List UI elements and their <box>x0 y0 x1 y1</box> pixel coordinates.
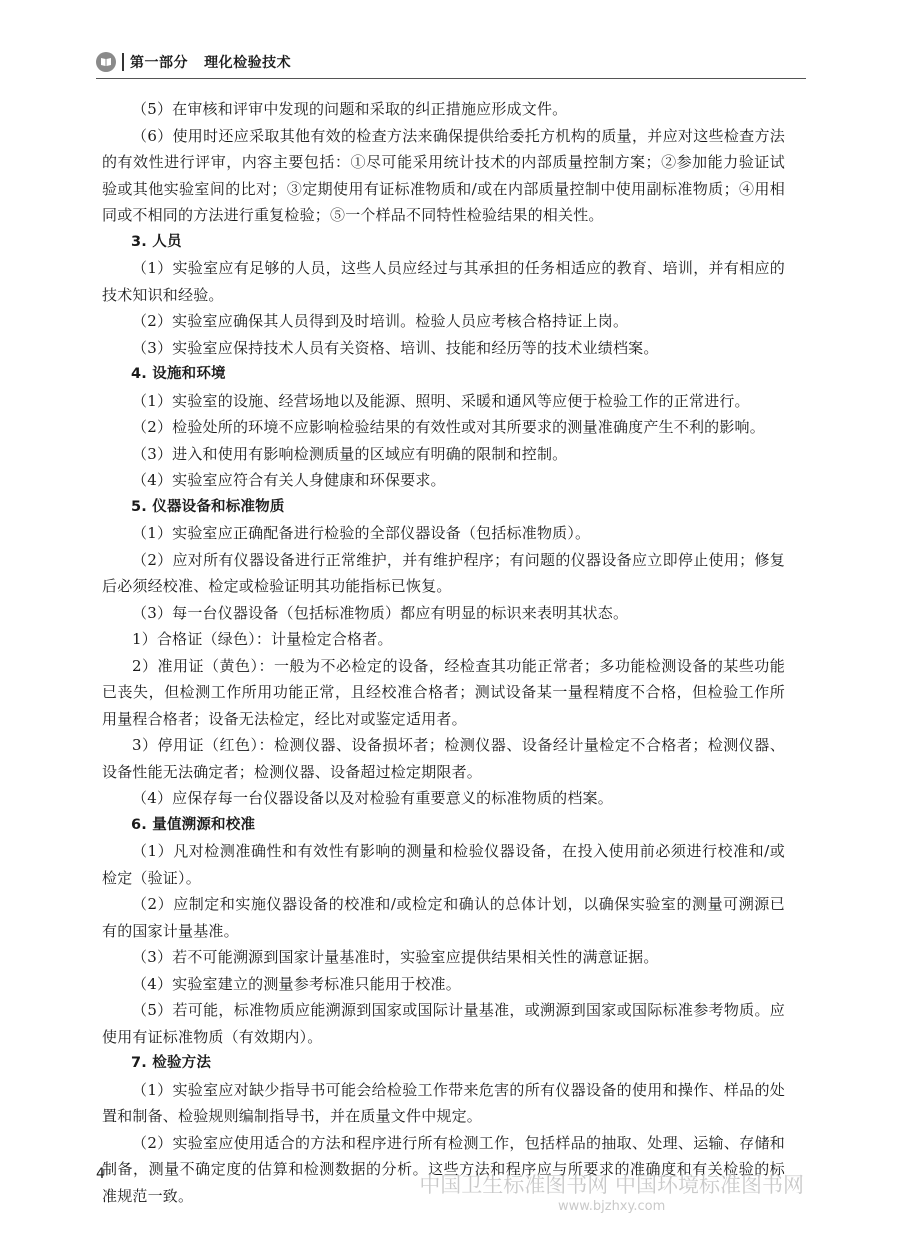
body-paragraph: （4）实验室建立的测量参考标准只能用于校准。 <box>132 974 461 993</box>
book-icon <box>96 52 116 72</box>
section-heading: 3. 人员 <box>131 233 182 250</box>
body-paragraph: （2）实验室应使用适合的方法和程序进行所有检测工作，包括样品的抽取、处理、运输、存储和制备，测量不确定度的估算和检测数据的分析。这些方法和程序应与所要求的准确度和有关检验的标准规范一致。 <box>102 1133 785 1205</box>
page-number: 4 <box>96 1166 105 1182</box>
body-paragraph: （2）实验室应确保其人员得到及时培训。检验人员应考核合格持证上岗。 <box>132 312 629 330</box>
body-paragraph: 1）合格证（绿色）：计量检定合格者。 <box>132 630 393 648</box>
body-paragraph: （2）应对所有仪器设备进行正常维护，并有维护程序；有问题的仪器设备应立即停止使用；修复后必须经校准、检定或检验证明其功能指标已恢复。 <box>102 550 785 595</box>
running-header <box>96 50 816 74</box>
body-paragraph: （1）凡对检测准确性和有效性有影响的测量和检验仪器设备，在投入使用前必须进行校准和/或检定（验证）。 <box>102 842 785 887</box>
header-separator <box>122 53 124 71</box>
header-rule <box>96 78 806 79</box>
watermark-main-text: 中国卫生标准图书网 中国环境标准图书网 <box>419 1173 804 1197</box>
header-title: 第一部分 理化检验技术 <box>130 55 292 71</box>
body-paragraph: （3）若不可能溯源到国家计量基准时，实验室应提供结果相关性的满意证据。 <box>132 948 659 966</box>
body-paragraph: （1）实验室应正确配备进行检验的全部仪器设备（包括标准物质）。 <box>132 524 591 542</box>
watermark <box>419 1172 804 1216</box>
body-paragraph: （3）每一台仪器设备（包括标准物质）都应有明显的标识来表明其状态。 <box>132 603 629 622</box>
body-paragraph: 2）准用证（黄色）：一般为不必检定的设备，经检查其功能正常者；多功能检测设备的某些功能已丧失，但检测工作所用功能正常，且经校准合格者；测试设备某一量程精度不合格，但检验工作所用量程合格者；设备无法检定，经比对或鉴定适用者。 <box>102 656 785 728</box>
section-heading: 4. 设施和环境 <box>131 366 226 382</box>
body-paragraph: （5）若可能，标准物质应能溯源到国家或国际计量基准，或溯源到国家或国际标准参考物质。应使用有证标准物质（有效期内）。 <box>102 1001 785 1046</box>
body-paragraph: （1）实验室应有足够的人员，这些人员应经过与其承担的任务相适应的教育、培训，并有相应的技术知识和经验。 <box>102 259 785 304</box>
page-body <box>102 96 785 1209</box>
body-paragraph: （6）使用时还应采取其他有效的检查方法来确保提供给委托方机构的质量，并应对这些检查方法的有效性进行评审，内容主要包括：①尽可能采用统计技术的内部质量控制方案；②参加能力验证试验或其他实验室间的比对；③定期使用有证标准物质和/或在内部质量控制中使用副标准物质；④用相同或不相同的方法进行重复检验；⑤一个样品不同特性检验结果的相关性。 <box>102 126 785 224</box>
body-paragraph: （2）检验处所的环境不应影响检验结果的有效性或对其所要求的测量准确度产生不利的影响。 <box>132 418 765 436</box>
body-paragraph: （3）实验室应保持技术人员有关资格、培训、技能和经历等的技术业绩档案。 <box>132 338 659 357</box>
section-heading: 5. 仪器设备和标准物质 <box>131 498 285 515</box>
watermark-url: www.bjzhxy.com <box>558 1199 666 1214</box>
body-paragraph: （5）在审核和评审中发现的问题和采取的纠正措施应形成文件。 <box>132 100 568 118</box>
body-paragraph: （3）进入和使用有影响检测质量的区域应有明确的限制和控制。 <box>132 444 568 463</box>
body-paragraph: 3）停用证（红色）：检测仪器、设备损坏者；检测仪器、设备经计量检定不合格者；检测仪器、设备性能无法确定者；检测仪器、设备超过检定期限者。 <box>102 736 785 781</box>
section-heading: 7. 检验方法 <box>131 1055 212 1071</box>
body-paragraph: （2）应制定和实施仪器设备的校准和/或检定和确认的总体计划，以确保实验室的测量可溯源已有的国家计量基准。 <box>102 895 785 940</box>
body-paragraph: （4）应保存每一台仪器设备以及对检验有重要意义的标准物质的档案。 <box>132 789 613 807</box>
body-paragraph: （1）实验室的设施、经营场地以及能源、照明、采暖和通风等应便于检验工作的正常进行。 <box>132 391 750 410</box>
body-paragraph: （4）实验室应符合有关人身健康和环保要求。 <box>132 471 446 489</box>
body-paragraph: （1）实验室应对缺少指导书可能会给检验工作带来危害的所有仪器设备的使用和操作、样品的处置和制备、检验规则编制指导书，并在质量文件中规定。 <box>102 1080 785 1125</box>
section-heading: 6. 量值溯源和校准 <box>131 816 256 833</box>
